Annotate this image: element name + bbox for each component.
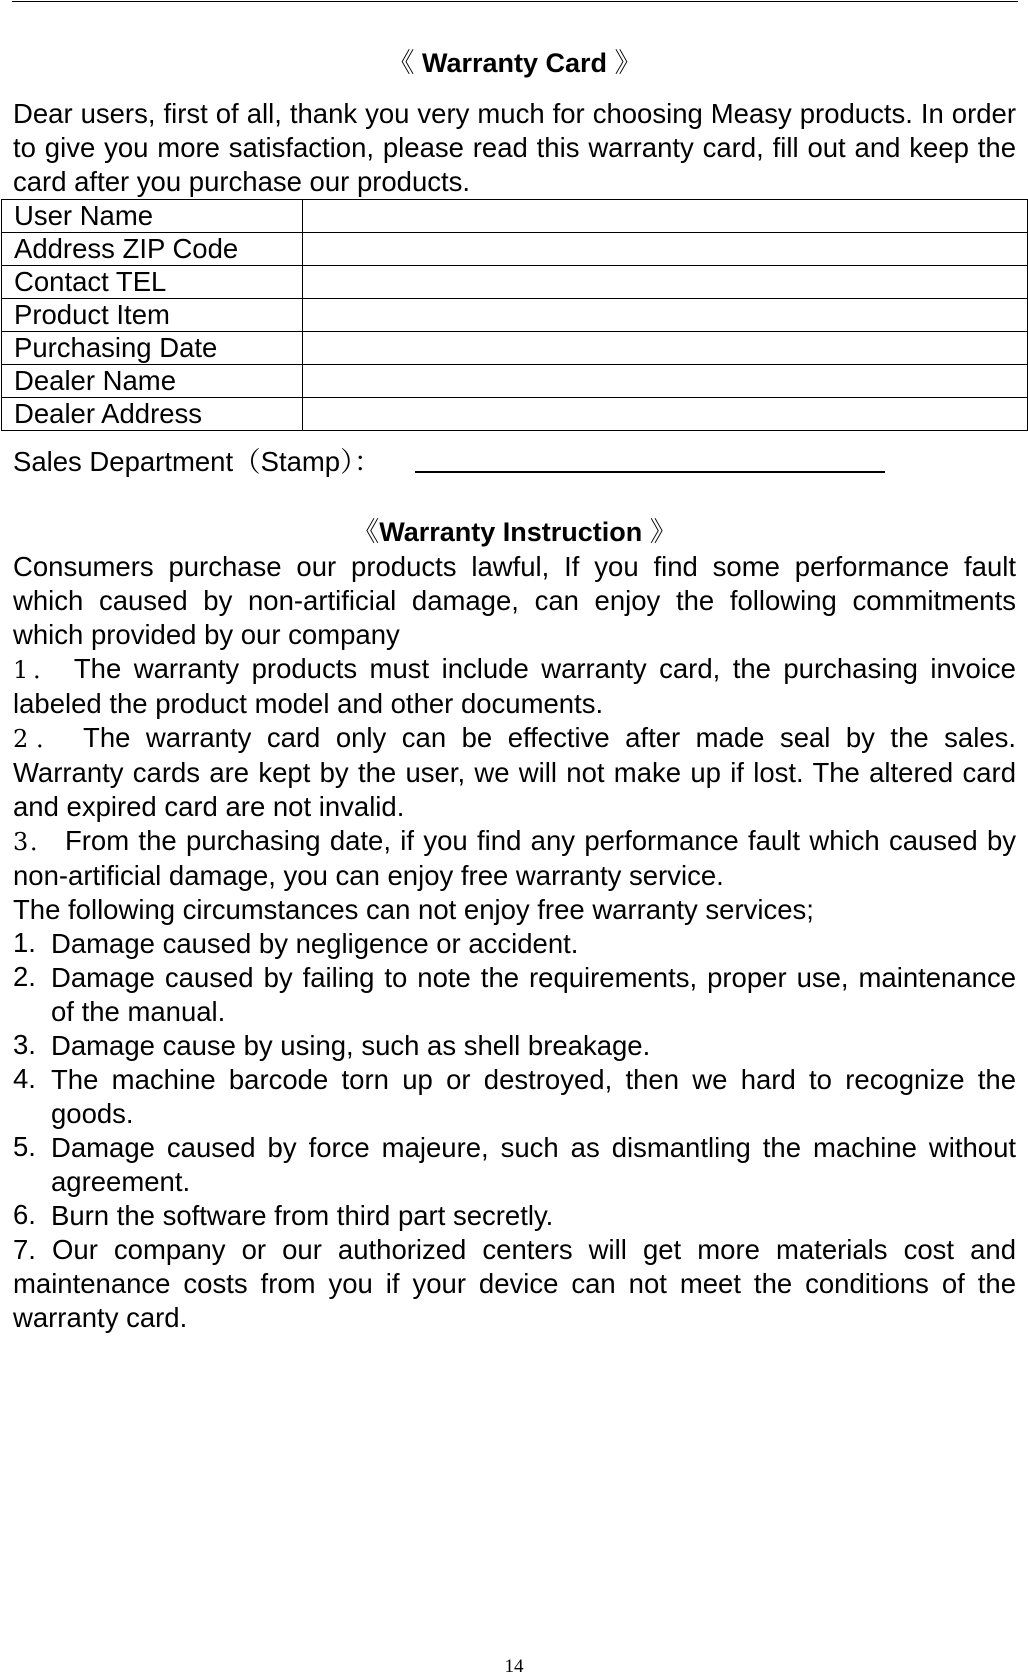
- field-value-product-item: [303, 299, 1028, 332]
- field-label: Product Item: [2, 299, 303, 332]
- exclusions-intro: The following circumstances can not enjoy free warranty services;: [13, 894, 814, 925]
- instruction-intro: Consumers purchase our products lawful, If you find some performance fault which caused by non-artificial damage, can enjoy the following commitments which provided by our company: [13, 551, 1016, 650]
- field-value-user-name: [303, 200, 1028, 233]
- table-row: [2, 266, 1028, 299]
- term-item: 1． The warranty products must include warranty card, the purchasing invoice labeled the product model and other documents.: [13, 653, 1016, 719]
- table-row: [2, 200, 1028, 233]
- closing-paragraph: 7. Our company or our authorized centers will get more materials cost and maintenance costs from you if your device can not meet the conditions of the warranty card.: [13, 1234, 1016, 1333]
- term-number: 3．: [13, 828, 56, 856]
- field-value-address-zip: [303, 233, 1028, 266]
- table-row: [2, 233, 1028, 266]
- field-value-dealer-address: [303, 398, 1028, 431]
- top-rule: [12, 1, 1018, 2]
- page-number: 14: [504, 1656, 524, 1677]
- title-bracket-open: 《: [387, 48, 415, 78]
- field-label: Purchasing Date: [2, 332, 303, 365]
- field-value-contact-tel: [303, 266, 1028, 299]
- exclusion-item: 5. Damage caused by force majeure, such as dismantling the machine without agreement.: [13, 1131, 1016, 1197]
- title-bracket-close: 》: [614, 48, 642, 78]
- field-value-purchasing-date: [303, 332, 1028, 365]
- title-text: Warranty Card: [421, 48, 608, 78]
- term-number: 2．: [13, 725, 68, 753]
- stamp-signature-line: [415, 471, 885, 473]
- field-label: User Name: [2, 200, 303, 233]
- term-item: 3． From the purchasing date, if you find any performance fault which caused by non-artificial damage, you can enjoy free warranty service.: [13, 825, 1016, 891]
- field-label: Dealer Address: [2, 398, 303, 431]
- table-row: [2, 332, 1028, 365]
- exclusion-item: 4. The machine barcode torn up or destroyed, then we hard to recognize the goods.: [13, 1063, 1016, 1129]
- exclusion-item: 3. Damage cause by using, such as shell breakage.: [13, 1029, 651, 1061]
- field-label: Address ZIP Code: [2, 233, 303, 266]
- field-label: Contact TEL: [2, 266, 303, 299]
- field-value-dealer-name: [303, 365, 1028, 398]
- field-label: Dealer Name: [2, 365, 303, 398]
- instruction-body: [13, 550, 1016, 1335]
- exclusion-item: 6. Burn the software from third part secretly.: [13, 1199, 554, 1231]
- exclusion-item: 2. Damage caused by failing to note the requirements, proper use, maintenance of the manual.: [13, 961, 1016, 1027]
- card-intro: Dear users, first of all, thank you very much for choosing Measy products. In order to give you more satisfaction, please read this warranty card, fill out and keep the card after you purchase our products.: [13, 98, 1016, 197]
- term-item: 2． The warranty card only can be effective after made seal by the sales. Warranty cards are kept by the user, we will not make up if lost. The altered card and expired card are not invalid.: [13, 722, 1016, 822]
- table-row: [2, 299, 1028, 332]
- exclusion-item: 1. Damage caused by negligence or accident.: [13, 927, 579, 959]
- table-row: [2, 365, 1028, 398]
- warranty-form-table: [1, 199, 1028, 431]
- term-number: 1．: [13, 656, 62, 684]
- warranty-card-title: [13, 50, 1016, 77]
- stamp-label: Sales Department（Stamp）：: [13, 446, 382, 477]
- table-row: [2, 398, 1028, 431]
- warranty-instruction-title: 《Warranty Instruction 》: [352, 517, 677, 547]
